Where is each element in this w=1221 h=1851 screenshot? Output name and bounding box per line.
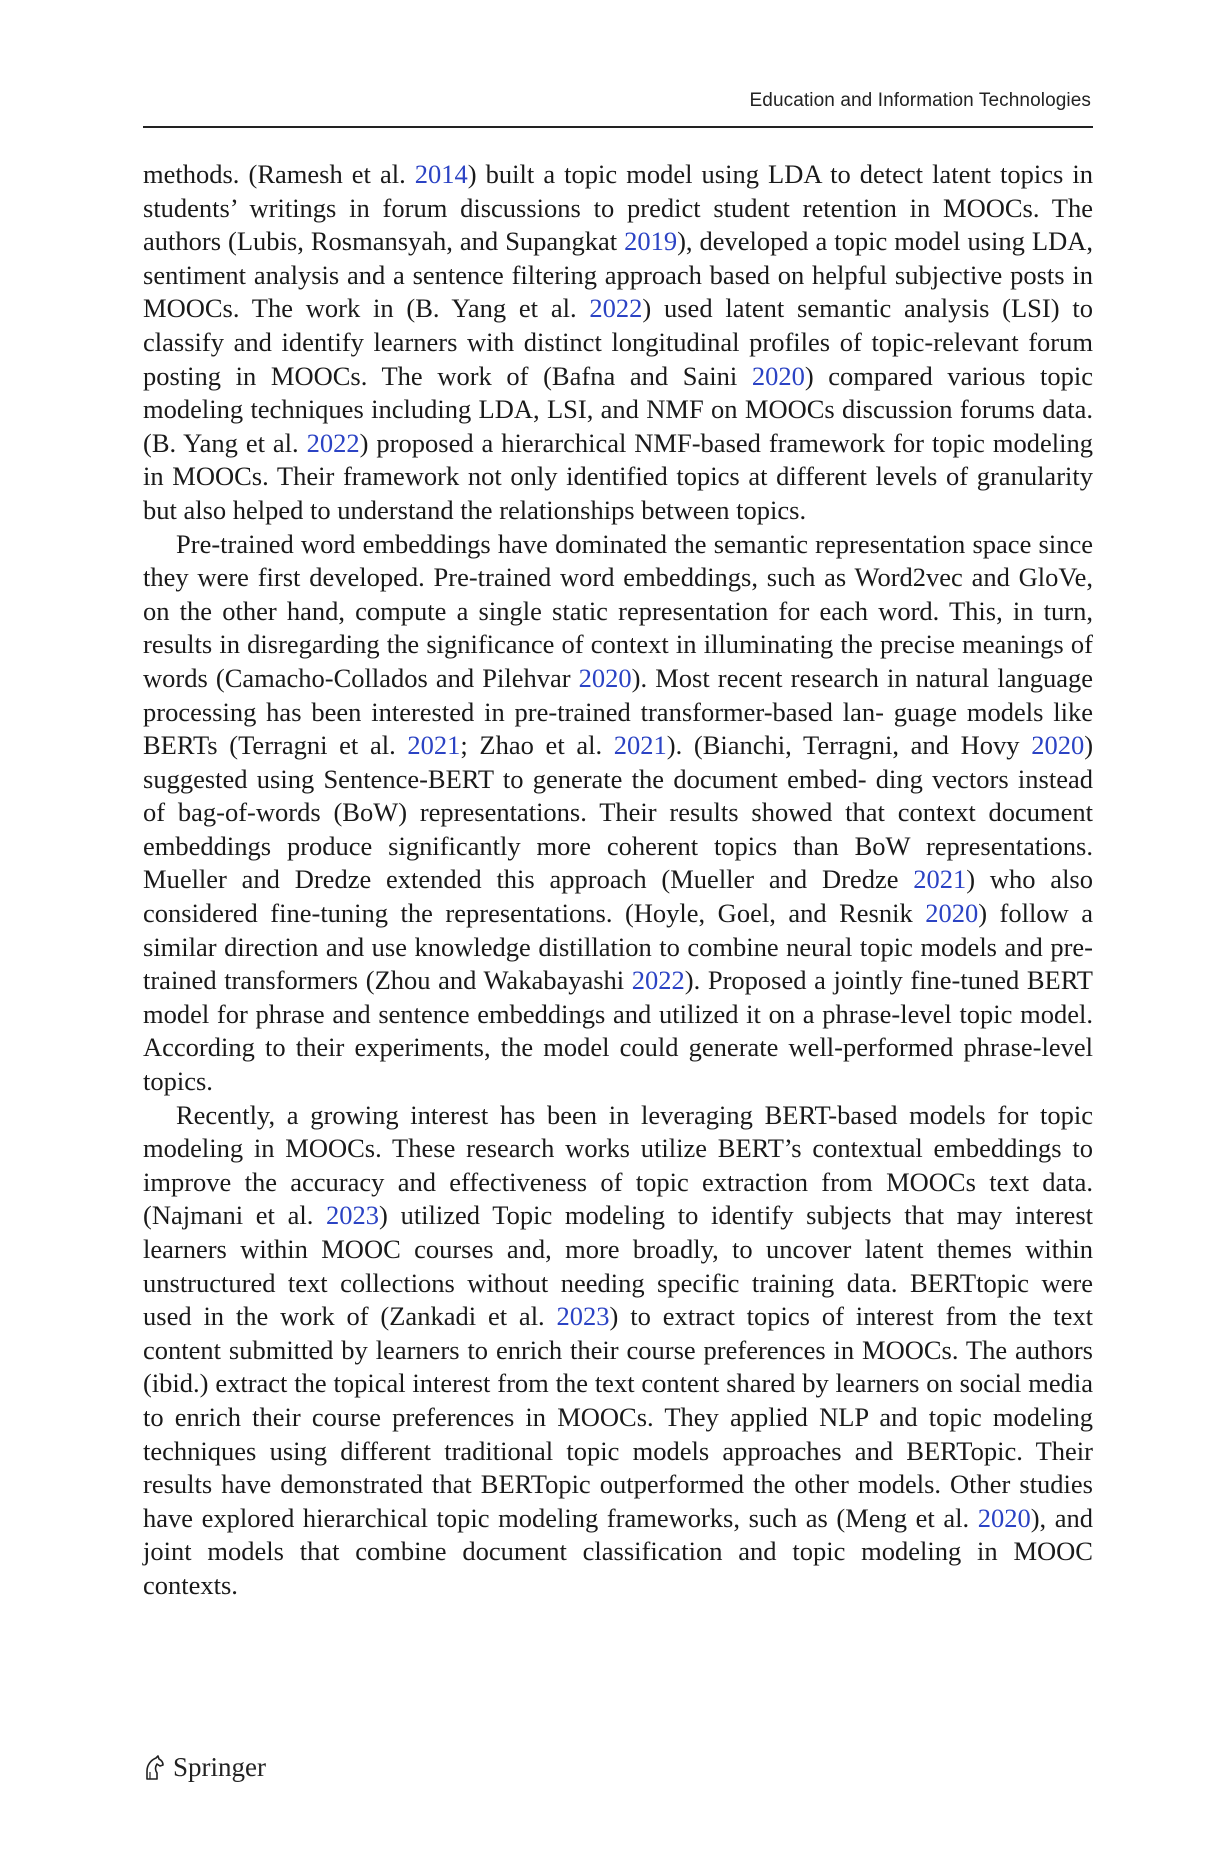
text-run: Recently, a growing interest has been in leveraging BERT-based models for topic modeling in MOOCs. These research works utilize BERT’s contextual embeddings to improve the accuracy and effectiveness of topic extraction from MOOCs text data. (Najmani et al. xyxy=(143,1099,1093,1231)
text-run: methods. (Ramesh et al. xyxy=(143,159,415,189)
text-run: ). (Bianchi, Terragni, and Hovy xyxy=(666,730,1032,761)
citation-year-link[interactable]: 2021 xyxy=(613,730,667,761)
citation-year-link[interactable]: 2023 xyxy=(556,1301,610,1332)
header-rule xyxy=(143,126,1093,128)
citation-year-link[interactable]: 2020 xyxy=(925,898,979,929)
text-run: ). Proposed a jointly fine-tuned BERT model for phrase and sentence embeddings and utilized it on a phrase-level topic model. According to their experiments, the model could generate well-performed phrase-level topics. xyxy=(143,965,1093,1097)
paragraph-1 xyxy=(143,158,1093,528)
citation-year-link[interactable]: 2020 xyxy=(751,360,805,391)
text-run: ) built a topic model using LDA to detect latent topics in students’ writings in forum discussions to predict student retention in MOOCs. The authors (Lubis, Rosmansyah, and Supangkat xyxy=(143,159,1093,257)
citation-year-link[interactable]: 2021 xyxy=(913,864,967,895)
citation-year-link[interactable]: 2022 xyxy=(631,965,685,996)
text-run: ) utilized Topic modeling to identify subjects that may interest learners within MOOC courses and, more broadly, to uncover latent themes within unstructured text collections without needing specific training data. BERTtopic were used in the work of (Zankadi et al. xyxy=(143,1200,1093,1332)
text-run: ) to extract topics of interest from the text content submitted by learners to enrich their course preferences in MOOCs. The authors (ibid.) extract the topical interest from the text content shared by learners on social media to enrich their course preferences in MOOCs. They applied NLP and topic modeling techniques using different traditional topic models approaches and BERTopic. Their results have demonstrated that BERTopic outperformed the other models. Other studies have explored hierarchical topic modeling frameworks, such as (Meng et al. xyxy=(143,1301,1093,1533)
publisher-name: Springer xyxy=(173,1752,266,1782)
text-run: ). Most recent research in natural language processing has been interested in pre-trained transformer-based lan- guage models like BERTs (Terragni et al. xyxy=(143,662,1093,761)
citation-year-link[interactable]: 2022 xyxy=(589,293,643,324)
text-run: ) who also considered fine-tuning the representations. (Hoyle, Goel, and Resnik xyxy=(143,864,1093,929)
citation-year-link[interactable]: 2020 xyxy=(578,662,632,693)
paragraph-2 xyxy=(143,528,1093,1099)
text-run: ) used latent semantic analysis (LSI) to classify and identify learners with distinct longitudinal profiles of topic-relevant forum posting in MOOCs. The work of (Bafna and Saini xyxy=(143,293,1093,391)
text-run: ) proposed a hierarchical NMF-based framework for topic modeling in MOOCs. Their framework not only identified topics at different levels of granularity but also helped to understand the relationships between topics. xyxy=(143,427,1093,525)
text-run: ), and joint models that combine document classification and topic modeling in MOOC contexts. xyxy=(143,1502,1093,1600)
text-run: Pre-trained word embeddings have dominated the semantic representation space since they were first developed. Pre-trained word embeddings, such as Word2vec and GloVe, on the other hand, compute a single static representation for each word. This, in turn, results in disregarding the significance of context in illuminating the precise meanings of words (Camacho-Collados and Pilehvar xyxy=(143,528,1093,693)
text-run: ; Zhao et al. xyxy=(460,730,614,761)
citation-year-link[interactable]: 2020 xyxy=(977,1502,1031,1533)
paragraph-3 xyxy=(143,1099,1093,1603)
citation-year-link[interactable]: 2019 xyxy=(624,226,678,257)
text-run: ), developed a topic model using LDA, sentiment analysis and a sentence filtering approach based on helpful subjective posts in MOOCs. The work in (B. Yang et al. xyxy=(143,226,1093,324)
text-run: ) suggested using Sentence-BERT to generate the document embed- ding vectors instead of bag-of-words (BoW) representations. Their results showed that context document embeddings produce significantly more coherent topics than BoW representations. Mueller and Dredze extended this approach (Mueller and Dredze xyxy=(143,730,1094,895)
springer-horse-icon xyxy=(143,1755,165,1781)
body-text xyxy=(143,158,1093,1603)
publisher-footer xyxy=(143,1752,266,1783)
text-run: ) follow a similar direction and use knowledge distillation to combine neural topic models and pre-trained transformers (Zhou and Wakabayashi xyxy=(143,898,1094,996)
citation-year-link[interactable]: 2023 xyxy=(326,1200,380,1231)
citation-year-link[interactable]: 2022 xyxy=(306,427,360,458)
text-run: ) compared various topic modeling techniques including LDA, LSI, and NMF on MOOCs discussion forums data. (B. Yang et al. xyxy=(143,360,1093,458)
citation-year-link[interactable]: 2014 xyxy=(414,159,468,189)
citation-year-link[interactable]: 2021 xyxy=(407,730,461,761)
running-head: Education and Information Technologies xyxy=(749,90,1091,111)
citation-year-link[interactable]: 2020 xyxy=(1031,730,1085,761)
